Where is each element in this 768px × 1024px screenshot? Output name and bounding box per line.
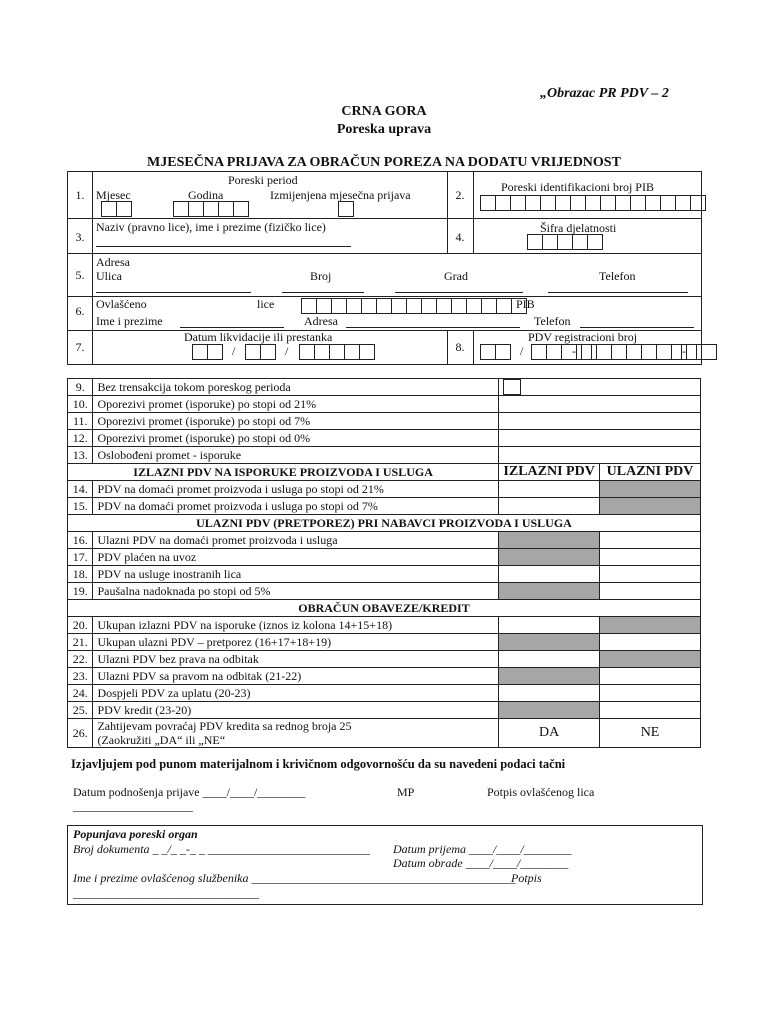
table-row <box>68 447 701 464</box>
authorized-phone-label: Telefon <box>534 314 571 328</box>
row-description: PDV na domaći promet proizvoda i usluga po stopi od 7% <box>93 498 499 515</box>
name-field[interactable] <box>96 246 351 247</box>
input-vat-cell[interactable] <box>600 634 701 651</box>
input-vat-cell[interactable] <box>600 566 701 583</box>
row-description: Oporezivi promet (isporuke) po stopi od 0% <box>93 430 499 447</box>
input-vat-column-header: ULAZNI PDV <box>600 464 701 481</box>
vat-reg-check-field[interactable] <box>681 344 696 359</box>
year-field[interactable] <box>173 201 248 216</box>
taxpayer-info-block <box>67 171 702 365</box>
date-received-field[interactable]: Datum prijema ____/____/________ <box>393 842 572 856</box>
output-vat-cell[interactable] <box>499 498 600 515</box>
submission-extra-line: ____________________ <box>73 799 193 813</box>
input-vat-cell[interactable] <box>600 532 701 549</box>
output-vat-cell <box>499 549 600 566</box>
row-description: Ulazni PDV na domaći promet proizvoda i usluga <box>93 532 499 549</box>
row-description: Dospjeli PDV za uplatu (20-23) <box>93 685 499 702</box>
month-label: Mjesec <box>96 188 131 202</box>
table-row <box>68 549 701 566</box>
date-processed-field[interactable]: Datum obrade ____/____/________ <box>393 856 569 870</box>
refund-request-row <box>68 719 701 748</box>
country-heading: CRNA GORA <box>341 104 427 119</box>
input-vat-cell <box>600 481 701 498</box>
vat-reg-dash: - <box>682 344 686 358</box>
row-number: 16. <box>68 532 93 549</box>
liquidation-month-field[interactable] <box>245 344 275 359</box>
section-header: ULAZNI PDV (PRETPOREZ) PRI NABAVCI PROIZVODA I USLUGA <box>68 515 701 532</box>
agency-heading: Poreska uprava <box>336 122 432 137</box>
row-number: 7. <box>75 340 85 354</box>
row-number: 18. <box>68 566 93 583</box>
row-number: 10. <box>68 396 93 413</box>
street-field[interactable] <box>96 292 251 293</box>
amount-cell[interactable] <box>499 447 701 464</box>
liquidation-date-label: Datum likvidacije ili prestanka <box>184 330 333 344</box>
row-description: Ukupan izlazni PDV na isporuke (iznos iz kolona 14+15+18) <box>93 617 499 634</box>
input-vat-cell[interactable] <box>600 685 701 702</box>
month-field[interactable] <box>101 201 131 216</box>
table-row <box>68 685 701 702</box>
section-header-row <box>68 464 701 481</box>
output-vat-cell <box>499 634 600 651</box>
authorized-label: Ovlašćeno <box>96 297 147 311</box>
row-number: 22. <box>68 651 93 668</box>
officer-signature-label: Potpis <box>511 871 542 885</box>
amount-cell[interactable] <box>499 430 701 447</box>
row-number: 6. <box>75 304 85 318</box>
row-description: PDV na usluge inostranih lica <box>93 566 499 583</box>
refund-request-description <box>93 719 499 748</box>
address-label: Adresa <box>96 255 130 269</box>
table-row <box>68 566 701 583</box>
table-row <box>68 413 701 430</box>
row-number: 2. <box>455 188 465 202</box>
table-row <box>68 498 701 515</box>
row-number: 11. <box>68 413 93 430</box>
person-label: lice <box>257 297 275 311</box>
street-label: Ulica <box>96 269 122 283</box>
output-vat-cell[interactable] <box>499 651 600 668</box>
authorized-address-field[interactable] <box>346 327 520 328</box>
output-vat-cell[interactable] <box>499 566 600 583</box>
row-number: 4. <box>455 230 465 244</box>
row-description: Paušalna nadoknada po stopi od 5% <box>93 583 499 600</box>
date-separator: / <box>285 344 289 358</box>
row-description: Bez trensakcija tokom poreskog perioda <box>93 379 499 396</box>
input-vat-cell[interactable] <box>600 549 701 566</box>
row-description: Oporezivi promet (isporuke) po stopi od 7% <box>93 413 499 430</box>
section-header: IZLAZNI PDV NA ISPORUKE PROIZVODA I USLUGA <box>68 464 499 481</box>
input-vat-cell[interactable] <box>600 668 701 685</box>
amended-checkbox[interactable] <box>338 201 353 216</box>
full-name-label: Ime i prezime <box>96 314 163 328</box>
input-vat-cell[interactable] <box>600 702 701 719</box>
authorized-signature-label: Potpis ovlašćenog lica <box>487 785 595 799</box>
row-number: 24. <box>68 685 93 702</box>
row-number: 9. <box>68 379 93 396</box>
row-number: 13. <box>68 447 93 464</box>
row-number: 25. <box>68 702 93 719</box>
vat-registration-label: PDV registracioni broj <box>528 330 638 344</box>
vat-calculation-table <box>67 378 701 748</box>
pib-field[interactable] <box>480 195 705 210</box>
tax-authority-title: Popunjava poreski organ <box>73 827 198 841</box>
authorized-address-label: Adresa <box>304 314 338 328</box>
row-description: Ulazni PDV sa pravom na odbitak (21-22) <box>93 668 499 685</box>
table-row <box>68 532 701 549</box>
vat-reg-part1-field[interactable] <box>480 344 510 359</box>
row-description: Oslobođeni promet - isporuke <box>93 447 499 464</box>
number-field[interactable] <box>282 292 364 293</box>
refund-no-option[interactable]: NE <box>600 719 701 748</box>
row-number: 23. <box>68 668 93 685</box>
officer-signature-line: _______________________________ <box>73 886 259 900</box>
output-vat-cell[interactable] <box>499 481 600 498</box>
tax-period-label: Poreski period <box>228 173 298 187</box>
vat-reg-separator: / <box>520 344 524 358</box>
date-separator: / <box>232 344 236 358</box>
section-header-row <box>68 600 701 617</box>
officer-name-field[interactable]: Ime i prezime ovlašćenog službenika ____________________________________________ <box>73 871 516 885</box>
row-description: Ulazni PDV bez prava na odbitak <box>93 651 499 668</box>
tax-authority-section <box>67 825 703 905</box>
name-label: Naziv (pravno lice), ime i prezime (fizičko lice) <box>96 220 326 234</box>
no-transactions-cell <box>499 379 701 396</box>
liquidation-day-field[interactable] <box>192 344 222 359</box>
output-vat-cell <box>499 583 600 600</box>
table-row <box>68 668 701 685</box>
row-number: 20. <box>68 617 93 634</box>
row-number: 19. <box>68 583 93 600</box>
output-vat-cell[interactable] <box>499 685 600 702</box>
output-vat-column-header: IZLAZNI PDV <box>499 464 600 481</box>
refund-yes-option[interactable]: DA <box>499 719 600 748</box>
row-number: 17. <box>68 549 93 566</box>
table-row <box>68 583 701 600</box>
number-label: Broj <box>310 269 332 283</box>
output-vat-cell <box>499 532 600 549</box>
input-vat-cell <box>600 617 701 634</box>
row-number: 26. <box>68 719 93 748</box>
input-vat-cell[interactable] <box>600 583 701 600</box>
output-vat-cell <box>499 702 600 719</box>
city-field[interactable] <box>395 292 523 293</box>
section-header: OBRAČUN OBAVEZE/KREDIT <box>68 600 701 617</box>
authorized-name-field[interactable] <box>180 327 284 328</box>
row-number: 14. <box>68 481 93 498</box>
pib-label: Poreski identifikacioni broj PIB <box>501 180 654 194</box>
amended-return-label: Izmijenjena mjesečna prijava <box>270 188 411 202</box>
liquidation-year-field[interactable] <box>299 344 374 359</box>
input-vat-cell <box>600 651 701 668</box>
activity-code-field[interactable] <box>527 234 602 249</box>
table-row <box>68 396 701 413</box>
row-description: PDV plaćen na uvoz <box>93 549 499 566</box>
no-transactions-checkbox[interactable] <box>503 379 521 395</box>
table-row <box>68 617 701 634</box>
refund-request-line2: (Zaokružiti „DA“ ili „NE“ <box>97 733 226 748</box>
section-header-row <box>68 515 701 532</box>
output-vat-cell[interactable] <box>499 617 600 634</box>
row-number: 5. <box>75 268 85 282</box>
form-code: „Obrazac PR PDV – 2 <box>540 86 669 101</box>
phone-label: Telefon <box>599 269 636 283</box>
table-row <box>68 651 701 668</box>
input-vat-cell <box>600 498 701 515</box>
activity-code-label: Šifra djelatnosti <box>540 221 617 235</box>
table-row <box>68 634 701 651</box>
refund-request-line1: Zahtijevam povraćaj PDV kredita sa rednog broja 25 <box>97 719 352 734</box>
form-title: MJESEČNA PRIJAVA ZA OBRAČUN POREZA NA DODATU VRIJEDNOST <box>147 155 621 170</box>
row-number: 15. <box>68 498 93 515</box>
table-row <box>68 481 701 498</box>
authorized-pib-field[interactable] <box>301 298 526 313</box>
row-description: PDV na domaći promet proizvoda i usluga po stopi od 21% <box>93 481 499 498</box>
authorized-phone-field[interactable] <box>580 327 694 328</box>
row-description: Oporezivi promet (isporuke) po stopi od 21% <box>93 396 499 413</box>
table-row <box>68 430 701 447</box>
row-number: 21. <box>68 634 93 651</box>
city-label: Grad <box>444 269 468 283</box>
document-number-field[interactable]: Broj dokumenta _ _/_ _-_ _ ___________________________ <box>73 842 370 856</box>
amount-cell[interactable] <box>499 413 701 430</box>
row-description: Ukupan ulazni PDV – pretporez (16+17+18+19) <box>93 634 499 651</box>
declaration-text: Izjavljujem pod punom materijalnom i krivičnom odgovornošću da su navedeni podaci tačni <box>71 757 566 771</box>
vat-reg-dash: - <box>572 344 576 358</box>
output-vat-cell <box>499 668 600 685</box>
row-number: 8. <box>455 340 465 354</box>
row-number: 3. <box>75 230 85 244</box>
pib-small-label: PIB <box>516 297 535 311</box>
table-row <box>68 702 701 719</box>
year-label: Godina <box>188 188 224 202</box>
submission-date[interactable]: Datum podnošenja prijave ____/____/________ <box>73 785 306 799</box>
row-description: PDV kredit (23-20) <box>93 702 499 719</box>
amount-cell[interactable] <box>499 396 701 413</box>
seal-label: MP <box>397 785 415 799</box>
table-row <box>68 379 701 396</box>
row-number: 12. <box>68 430 93 447</box>
row-number: 1. <box>75 188 85 202</box>
phone-field[interactable] <box>548 292 688 293</box>
